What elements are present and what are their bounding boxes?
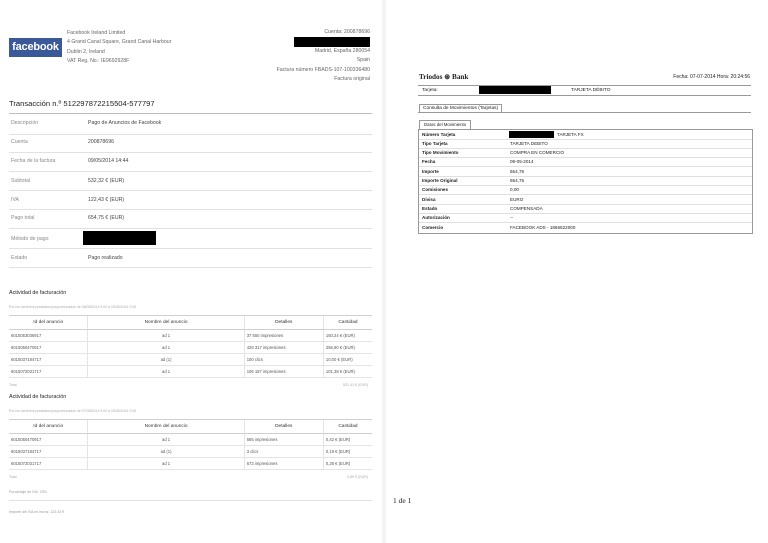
column-header: Id del anuncio xyxy=(9,420,88,434)
table-cell: 6015037184717 xyxy=(9,354,88,366)
field-label: Método de pago xyxy=(11,236,49,242)
table-cell: 10,00 € (EUR) xyxy=(323,354,372,366)
detail-row xyxy=(419,167,752,177)
table-cell: 106 187 impresiones xyxy=(244,366,323,378)
detail-value: COMPENSADA xyxy=(510,205,543,211)
table-row xyxy=(9,458,372,470)
detail-label: Autorización xyxy=(422,215,450,221)
table-cell: ad 1 xyxy=(88,458,244,470)
table-header-row xyxy=(9,420,372,434)
detail-value: 0,00 xyxy=(510,187,519,193)
divider xyxy=(9,228,372,229)
total-value: 0,89 € (EUR) xyxy=(347,475,368,479)
column-header: Detalles xyxy=(244,316,323,330)
detail-label: Comercio xyxy=(422,224,444,230)
table-cell: 565 impresiones xyxy=(244,434,323,446)
field-value: 200878696 xyxy=(88,139,114,145)
detail-value: 654,75 xyxy=(510,178,525,184)
detail-row xyxy=(419,204,752,214)
detail-label: Comisiones xyxy=(422,187,449,193)
billing-address xyxy=(277,47,370,85)
card-label: Tarjeta: xyxy=(422,88,438,93)
divider xyxy=(9,209,372,210)
detail-value: TARJETA FX xyxy=(557,131,584,137)
field-label: Subtotal xyxy=(11,178,31,184)
divider xyxy=(9,267,372,268)
card-selector-row xyxy=(418,85,751,96)
detail-value: EURO xyxy=(510,196,524,202)
field-value: Pago realizado xyxy=(88,255,123,261)
table-row xyxy=(9,342,372,354)
detail-value: -- xyxy=(510,215,514,221)
detail-label: Número Tarjeta xyxy=(422,131,456,137)
billing-section-title: Actividad de facturación xyxy=(9,394,67,400)
detail-label: Estado xyxy=(422,205,438,211)
page-number: 1 de 1 xyxy=(393,496,412,505)
billing-table xyxy=(9,315,372,378)
table-cell: ad 1 xyxy=(88,330,244,342)
detail-label: Tipo Movimiento xyxy=(422,150,459,156)
field-value: 532,32 € (EUR) xyxy=(88,178,125,184)
column-header: Nombre del anuncio xyxy=(88,316,244,330)
column-header: Cantidad xyxy=(323,316,372,330)
total-label: Total xyxy=(9,383,17,387)
company-line: Facebook Ireland Limited xyxy=(67,30,126,36)
bank-statement xyxy=(386,0,768,543)
table-cell: ad 1 xyxy=(88,366,244,378)
table-cell: 3 clics xyxy=(244,446,323,458)
detail-row xyxy=(419,186,752,196)
billing-table xyxy=(9,419,372,470)
column-header: Id del anuncio xyxy=(9,316,88,330)
table-cell: 673 impresiones xyxy=(244,458,323,470)
facebook-invoice xyxy=(0,0,382,543)
detail-value: 09-05-2014 xyxy=(510,159,534,165)
address-line: Madrid, España 280054 xyxy=(314,48,370,54)
account-number: Cuenta: 200878696 xyxy=(324,29,370,35)
address-line: Factura original xyxy=(334,76,370,83)
field-value: 122,43 € (EUR) xyxy=(88,197,125,203)
detail-row xyxy=(419,223,752,232)
divider xyxy=(9,248,372,249)
address-line: Spain xyxy=(356,57,370,64)
field-label: Cuenta xyxy=(11,139,28,145)
detail-label: Importe Original xyxy=(422,178,458,184)
table-header-row xyxy=(9,316,372,330)
vat-percentage: Porcentaje de IVA: 23% xyxy=(9,490,47,494)
field-label: Pago total xyxy=(11,215,35,221)
billing-period-note: Por los servicios prestados/proporcionados de 07/05/2014 0:00 a 09/05/2014 0:00 xyxy=(9,409,137,413)
divider xyxy=(9,113,372,114)
table-cell: 0,19 € (EUR) xyxy=(323,446,372,458)
company-line: 4 Grand Canal Square, Grand Canal Harbour xyxy=(67,39,172,46)
billing-total xyxy=(9,383,372,387)
table-cell: 428 317 impresiones xyxy=(244,342,323,354)
table-cell: 6015072031717 xyxy=(9,458,88,470)
address-line: Factura número FBADS-107-100336480 xyxy=(276,66,370,73)
divider xyxy=(9,152,372,153)
detail-row xyxy=(419,214,752,224)
table-row xyxy=(9,330,372,342)
column-header: Detalles xyxy=(244,420,323,434)
table-cell: 6015037184717 xyxy=(9,446,88,458)
billing-total xyxy=(9,475,372,479)
table-cell: 100 clics xyxy=(244,354,323,366)
table-cell: 101,38 € (EUR) xyxy=(323,366,372,378)
table-cell: 6015050470917 xyxy=(9,434,88,446)
triodos-logo: Triodos ⊛ Bank xyxy=(419,73,469,81)
vat-amount: Importe del IVA en euros: 122,43 € xyxy=(9,510,65,514)
tab-datos-movimiento[interactable]: Datos del Movimiento xyxy=(419,120,471,129)
table-cell: 0,42 € (EUR) xyxy=(323,434,372,446)
detail-row xyxy=(419,149,752,159)
divider xyxy=(9,134,372,135)
table-row xyxy=(9,354,372,366)
detail-value: TARJETA DEBITO xyxy=(510,140,548,146)
table-cell: 150,24 € (EUR) xyxy=(323,330,372,342)
card-value: TARJETA DÉBITO xyxy=(571,88,611,93)
table-cell: ad (1) xyxy=(88,354,244,366)
company-line: VAT Reg. No.: IE9692928F xyxy=(67,58,130,65)
detail-value: COMPRA EN COMERCIO xyxy=(510,150,565,156)
table-row xyxy=(9,446,372,458)
field-value: Pago de Anuncios de Facebook xyxy=(88,120,162,126)
detail-row xyxy=(419,177,752,187)
column-header: Nombre del anuncio xyxy=(88,420,244,434)
detail-row xyxy=(419,139,752,149)
total-value: 531,41 € (EUR) xyxy=(343,383,368,387)
redacted-card-number xyxy=(479,86,551,94)
divider xyxy=(9,190,372,191)
table-row xyxy=(9,434,372,446)
billing-period-note: Por los servicios prestados/proporcionados de 06/05/2014 0:00 a 09/05/2014 0:00 xyxy=(9,305,137,309)
field-value: 09/05/2014 14:44 xyxy=(88,158,129,164)
field-label: IVA xyxy=(11,197,19,203)
tab-consulta-movimientos[interactable]: Consulta de Movimientos (Tarjetas) xyxy=(419,104,502,113)
company-info xyxy=(67,29,171,67)
detail-value: FACEBOOK ADS - 1866522000 xyxy=(510,224,576,230)
total-label: Total xyxy=(9,475,17,479)
field-label: Fecha de la factura xyxy=(11,158,56,164)
movement-details xyxy=(418,129,753,234)
field-value: 654,75 € (EUR) xyxy=(88,215,125,221)
divider xyxy=(9,171,372,172)
divider xyxy=(418,112,751,113)
table-cell: 6015053036917 xyxy=(9,330,88,342)
detail-row xyxy=(419,130,752,140)
detail-label: Tipo Tarjeta xyxy=(422,140,448,146)
column-header: Cantidad xyxy=(323,420,372,434)
table-cell: 37 550 impresiones xyxy=(244,330,323,342)
redacted-card-digits xyxy=(509,131,554,138)
table-cell: 6015072031717 xyxy=(9,366,88,378)
table-cell: 256,90 € (EUR) xyxy=(323,342,372,354)
statement-datetime: Fecha: 07-07-2014 Hora: 20:24:56 xyxy=(673,74,750,80)
company-line: Dublin 2, Ireland xyxy=(67,48,105,55)
facebook-logo: facebook xyxy=(9,38,62,57)
table-cell: ad 1 xyxy=(88,434,244,446)
detail-row xyxy=(419,158,752,168)
detail-label: Fecha xyxy=(422,159,436,165)
detail-value: 654,75 xyxy=(510,168,525,174)
table-row xyxy=(9,366,372,378)
transaction-title: Transacción n.º 512297872215504-577797 xyxy=(9,99,155,108)
detail-row xyxy=(419,195,752,205)
table-cell: ad 1 xyxy=(88,342,244,354)
table-cell: 6015050470917 xyxy=(9,342,88,354)
detail-label: Importe xyxy=(422,168,439,174)
divider xyxy=(9,500,372,501)
table-cell: ad (1) xyxy=(88,446,244,458)
field-label: Descripción xyxy=(11,120,39,126)
table-cell: 0,28 € (EUR) xyxy=(323,458,372,470)
redacted-name xyxy=(294,37,370,47)
redacted-payment-method xyxy=(83,231,156,245)
detail-label: Divisa xyxy=(422,196,436,202)
billing-section-title: Actividad de facturación xyxy=(9,290,67,296)
field-label: Estado xyxy=(11,255,28,261)
